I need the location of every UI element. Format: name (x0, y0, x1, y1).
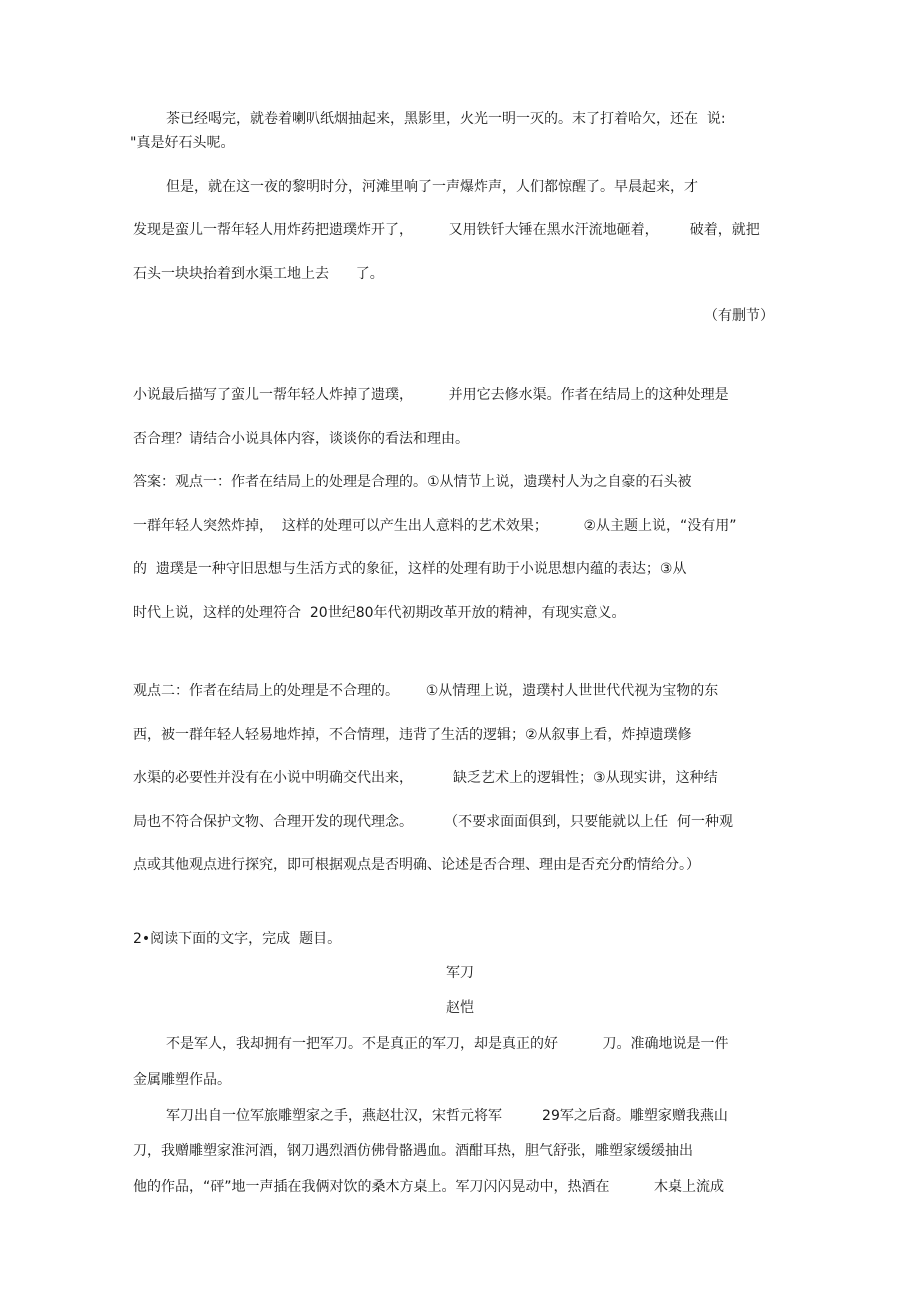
answer-view2-line-4: 局也不符合保护文物、合理开发的现代理念。 （不要求面面俱到，只要能就以上任 何一种观 (133, 814, 734, 830)
question-line-2: 否合理？请结合小说具体内容，谈谈你的看法和理由。 (133, 431, 469, 447)
answer-line-3: 的 遗璞是一种守旧思想与生活方式的象征，这样的处理有助于小说思想内蕴的表达；③从 (133, 561, 687, 577)
passage-line-4: 发现是蛮儿一帮年轻人用炸药把遗璞炸开了， 又用铁钎大锤在黑水汗流地砸着， 破着，就把 (133, 222, 760, 238)
passage-line-1: 茶已经喝完，就卷着喇叭纸烟抽起来，黑影里，火光一明一灭的。末了打着哈欠，还在 说: (166, 111, 726, 127)
answer-line-2: 一群年轻人突然炸掉， 这样的处理可以产生出人意料的艺术效果； ②从主题上说，“没有用” (133, 518, 737, 534)
section2-heading: 2•阅读下面的文字，完成 题目。 (133, 931, 342, 947)
story-author: 赵恺 (446, 1000, 474, 1016)
answer-view2-line-3: 水渠的必要性并没有在小说中明确交代出来， 缺乏艺术上的逻辑性；③从现实讲，这种结 (133, 770, 718, 786)
story-line-1: 不是军人，我却拥有一把军刀。不是真正的军刀，却是真正的好 刀。准确地说是一件 (166, 1036, 729, 1052)
answer-view2-line-5: 点或其他观点进行探究，即可根据观点是否明确、论述是否合理、理由是否充分酌情给分。） (133, 857, 700, 873)
question-line-1: 小说最后描写了蛮儿一帮年轻人炸掉了遗璞， 并用它去修水渠。作者在结局上的这种处理是 (133, 387, 729, 403)
story-line-5: 他的作品，“砰”地一声插在我俩对饮的桑木方桌上。军刀闪闪晃动中，热酒在 木桌上流成 (133, 1179, 725, 1195)
story-line-2: 金属雕塑作品。 (133, 1072, 231, 1088)
passage-line-3: 但是，就在这一夜的黎明时分，河滩里响了一声爆炸声，人们都惊醒了。早晨起来，才 (166, 179, 698, 195)
abridged-note: （有删节） (704, 308, 774, 324)
story-line-4: 刀，我赠雕塑家淮河酒，钢刀遇烈酒仿佛骨骼遇血。酒酣耳热，胆气舒张，雕塑家缓缓抽出 (133, 1143, 693, 1159)
answer-view2-line-2: 西，被一群年轻人轻易地炸掉，不合情理，违背了生活的逻辑；②从叙事上看，炸掉遗璞修 (133, 727, 692, 743)
answer-line-4: 时代上说，这样的处理符合 20世纪80年代初期改革开放的精神，有现实意义。 (133, 605, 626, 621)
answer-view2-line-1: 观点二：作者在结局上的处理是不合理的。 ①从情理上说，遗璞村人世世代代视为宝物的东 (133, 683, 719, 699)
answer-line-1: 答案：观点一：作者在结局上的处理是合理的。①从情节上说，遗璞村人为之自豪的石头被 (133, 474, 692, 490)
passage-line-2: "真是好石头呢。 (130, 135, 235, 151)
passage-line-5: 石头一块块抬着到水渠工地上去 了。 (133, 266, 384, 282)
story-title: 军刀 (446, 965, 474, 981)
story-line-3: 军刀出自一位军旅雕塑家之手，燕赵壮汉，宋哲元将军 29军之后裔。雕塑家赠我燕山 (166, 1108, 728, 1124)
